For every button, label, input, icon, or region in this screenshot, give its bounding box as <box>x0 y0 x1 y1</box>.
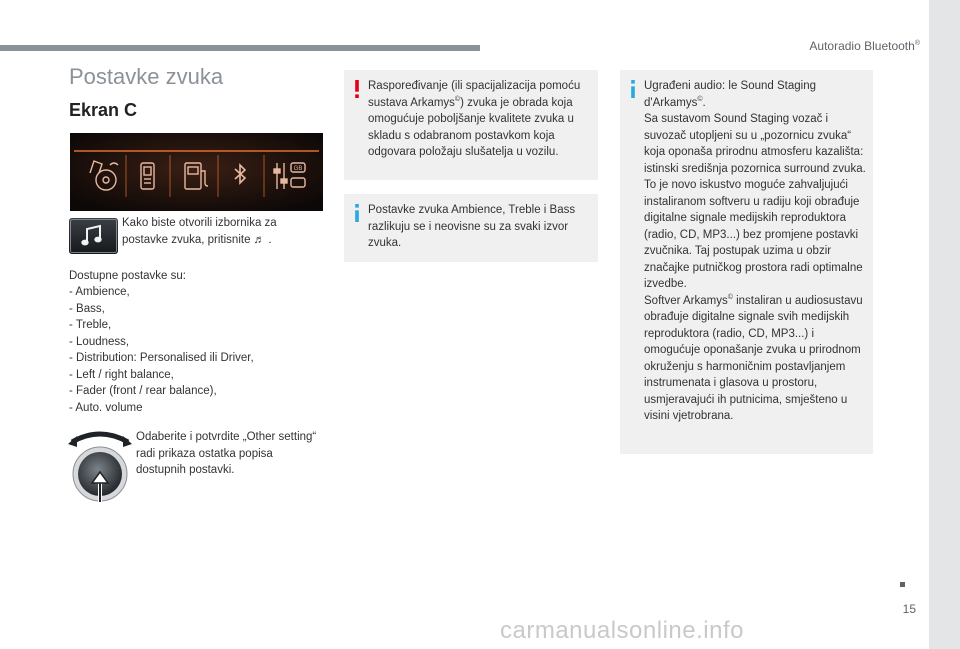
chapter-title: Autoradio Bluetooth <box>809 39 915 53</box>
rotary-dial-icon <box>68 428 132 504</box>
list-item: - Left / right balance, <box>69 368 174 381</box>
info-note-text: Postavke zvuka Ambience, Treble i Bass razlikuju se i neovisne su za svaki izvor zvuka. <box>368 204 576 249</box>
sound-staging-paragraph-3 <box>644 293 872 425</box>
list-item: - Loudness, <box>69 335 130 348</box>
right-sidebar-strip <box>929 0 960 649</box>
list-item: - Distribution: Personalised ili Driver, <box>69 352 254 364</box>
chapter-header <box>740 39 920 53</box>
sound-staging-paragraph-1: Sa sustavom Sound Staging vozač i suvozač utopljeni su u „pozornicu zvuka“ koja oponaša prirodnu atmosferu kazališta: istinski središnja pozornica surround zvuka. <box>644 113 866 175</box>
copyright-sup: © <box>727 293 733 301</box>
info-icon <box>628 80 638 98</box>
sound-staging-paragraph-2: To je novo iskustvo moguće zahvaljujući instaliranom softveru u radiju koji obrađuje digitalne signale medijskih reproduktora (radio, CD, MP3...) bez promjene postavki zvučnika. Taj postupak uzima u obzir značajke putničkog prostora radi optimalne izvedbe. <box>644 179 863 290</box>
music-note-button-icon <box>69 218 118 254</box>
text-part: instaliran u audiosustavu obrađuje digitalne signale svih medijskih reproduktora (radio, CD, MP3...) i omogućuje oponašanje zvuka u prirodnom okruženju s harmoničnim postavljanjem instrumenata i glasova u prostoru, usmjeravajući ih putnicima, smješteno u visini vjetrobrana. <box>644 294 863 422</box>
section-title: Postavke zvuka <box>69 64 224 89</box>
svg-text:GB: GB <box>293 166 303 172</box>
subsection-title: Ekran C <box>69 100 138 120</box>
info-icon <box>352 204 362 222</box>
info-note-box <box>344 194 598 262</box>
sound-staging-heading <box>644 78 872 111</box>
chapter-title-sup: ® <box>914 40 920 47</box>
sound-staging-info-box <box>620 70 873 454</box>
text-part: Ugrađeni audio: le Sound Staging d'Arkamys <box>644 80 816 109</box>
available-settings-intro: Dostupne postavke su: <box>69 270 186 282</box>
watermark: carmanualsonline.info <box>500 617 744 644</box>
header-rule <box>0 45 480 51</box>
open-menu-instruction: Kako biste otvorili izbornika za postavke zvuka, pritisnite ♬ . <box>122 217 277 246</box>
text-part: . <box>702 96 706 109</box>
warning-text-part: ) zvuka je obrada koja omogućuje poboljšanje kvalitete zvuka u skladu s odabranom postavkom koja odgovara položaju slušatelja u vozilu. <box>368 96 574 158</box>
other-setting-instruction: Odaberite i potvrdite „Other setting“ radi prikaza ostatka popisa dostupnih postavki. <box>136 431 317 476</box>
warning-text-part: Raspoređivanje (ili spacijalizacija pomoću sustava Arkamys <box>368 80 581 109</box>
copyright-sup: © <box>697 95 703 103</box>
page-number: 15 <box>902 602 916 616</box>
list-item: - Fader (front / rear balance), <box>69 385 217 397</box>
warning-note-text <box>368 78 594 161</box>
list-item: - Bass, <box>69 302 105 315</box>
warning-note-box <box>344 70 598 180</box>
list-item: - Auto. volume <box>69 401 143 414</box>
radio-screen-illustration <box>70 133 323 211</box>
sound-staging-text <box>644 78 872 425</box>
page-marker <box>900 582 905 587</box>
list-item: - Treble, <box>69 319 112 331</box>
list-item: - Ambience, <box>69 286 130 298</box>
text-part: Softver Arkamys <box>644 294 728 307</box>
exclamation-icon <box>352 80 362 98</box>
copyright-sup: © <box>454 95 461 103</box>
available-settings-list <box>69 284 329 416</box>
